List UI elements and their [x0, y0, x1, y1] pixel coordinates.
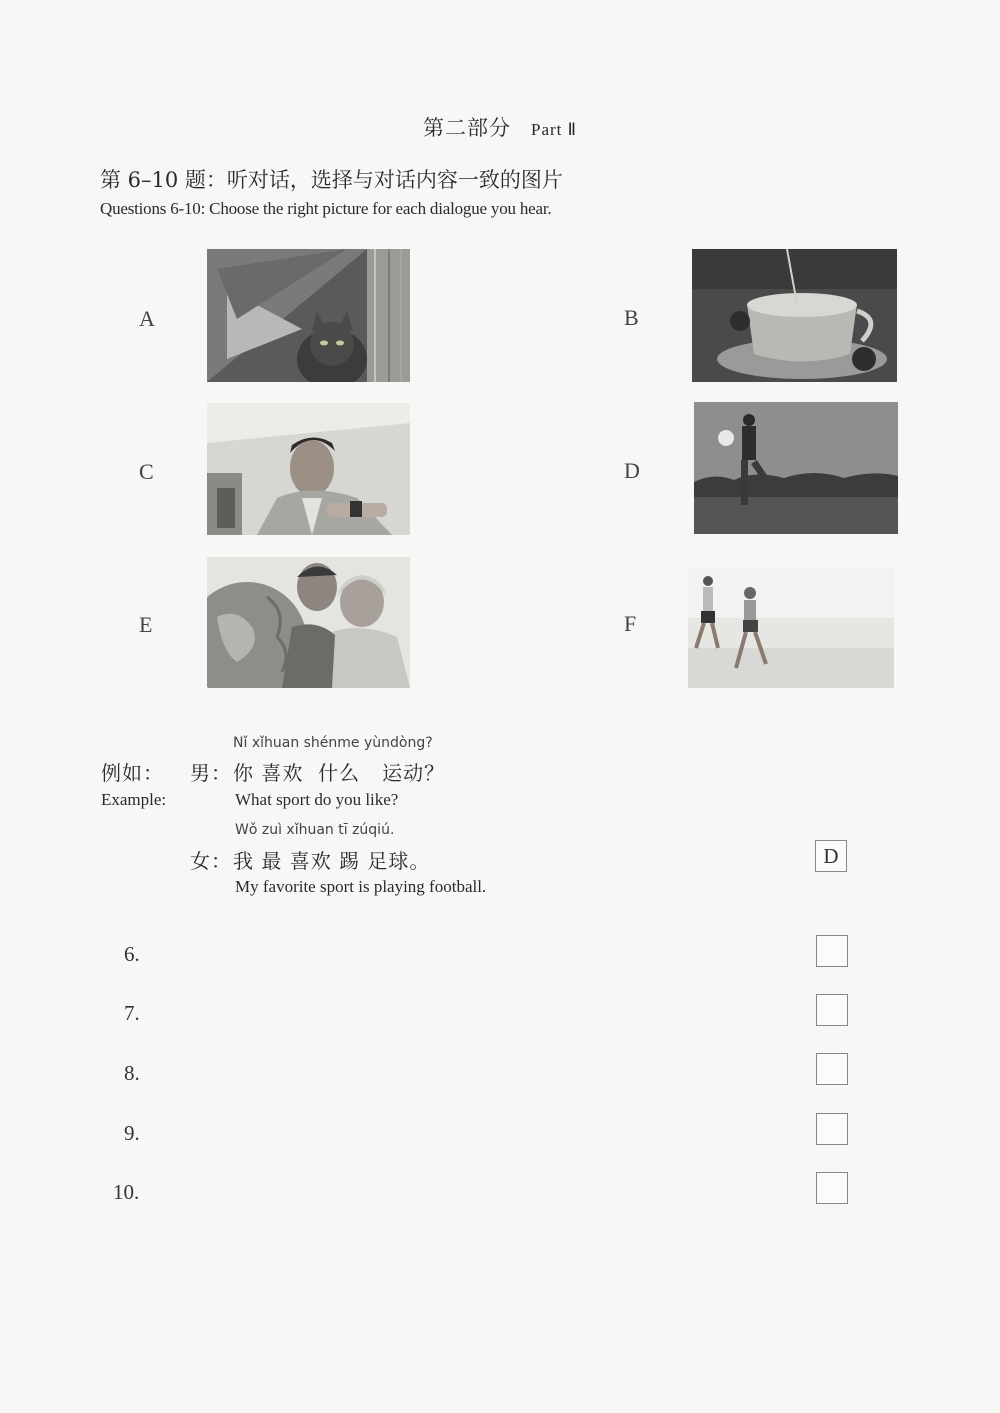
question-number-7: 7.: [124, 1001, 140, 1025]
instructions-zh: 第 6–10 题：听对话，选择与对话内容一致的图片: [100, 168, 563, 192]
part-title: [0, 112, 1000, 142]
answer-box-7[interactable]: [816, 994, 848, 1026]
example-answer-en: My favorite sport is playing football.: [235, 877, 487, 896]
picture-label-e: E: [139, 612, 153, 637]
picture-label-a: A: [139, 306, 155, 331]
picture-label-c: C: [139, 459, 154, 484]
picture-d-football[interactable]: [694, 402, 898, 534]
question-number-9: 9.: [124, 1121, 140, 1145]
example-question-speaker: 男：: [190, 761, 232, 785]
part-title-en: Part Ⅱ: [530, 120, 577, 139]
picture-e-globe[interactable]: [207, 557, 410, 688]
instructions-en: Questions 6-10: Choose the right picture for each dialogue you hear.: [100, 199, 552, 218]
answer-box-8[interactable]: [816, 1053, 848, 1085]
picture-f-running[interactable]: [688, 568, 894, 688]
picture-label-d: D: [624, 458, 640, 483]
answer-box-6[interactable]: [816, 935, 848, 967]
picture-a-cat[interactable]: [207, 249, 410, 382]
picture-b-tea[interactable]: [692, 249, 897, 382]
question-number-6: 6.: [124, 942, 140, 966]
picture-label-f: F: [624, 611, 637, 636]
example-answer-speaker: 女：: [190, 849, 232, 873]
example-question-zh: 你 喜欢 什么 运动？: [233, 761, 446, 785]
example-answer-box: D: [815, 840, 847, 872]
picture-label-b: B: [624, 305, 639, 330]
answer-box-9[interactable]: [816, 1113, 848, 1145]
picture-c-man-watch[interactable]: [207, 403, 410, 535]
part-title-zh: 第二部分: [422, 116, 511, 140]
example-answer-pinyin: Wǒ zuì xǐhuan tī zúqiú.: [235, 822, 395, 838]
example-label-en: Example:: [101, 790, 167, 809]
example-answer-zh: 我 最 喜欢 踢 足球。: [233, 849, 431, 873]
example-question-pinyin: Nǐ xǐhuan shénme yùndòng?: [233, 735, 433, 751]
example-question-en: What sport do you like?: [235, 790, 399, 809]
answer-box-10[interactable]: [816, 1172, 848, 1204]
example-label-zh: 例如：: [101, 761, 164, 785]
question-number-8: 8.: [124, 1061, 140, 1085]
question-number-10: 10.: [113, 1180, 140, 1204]
